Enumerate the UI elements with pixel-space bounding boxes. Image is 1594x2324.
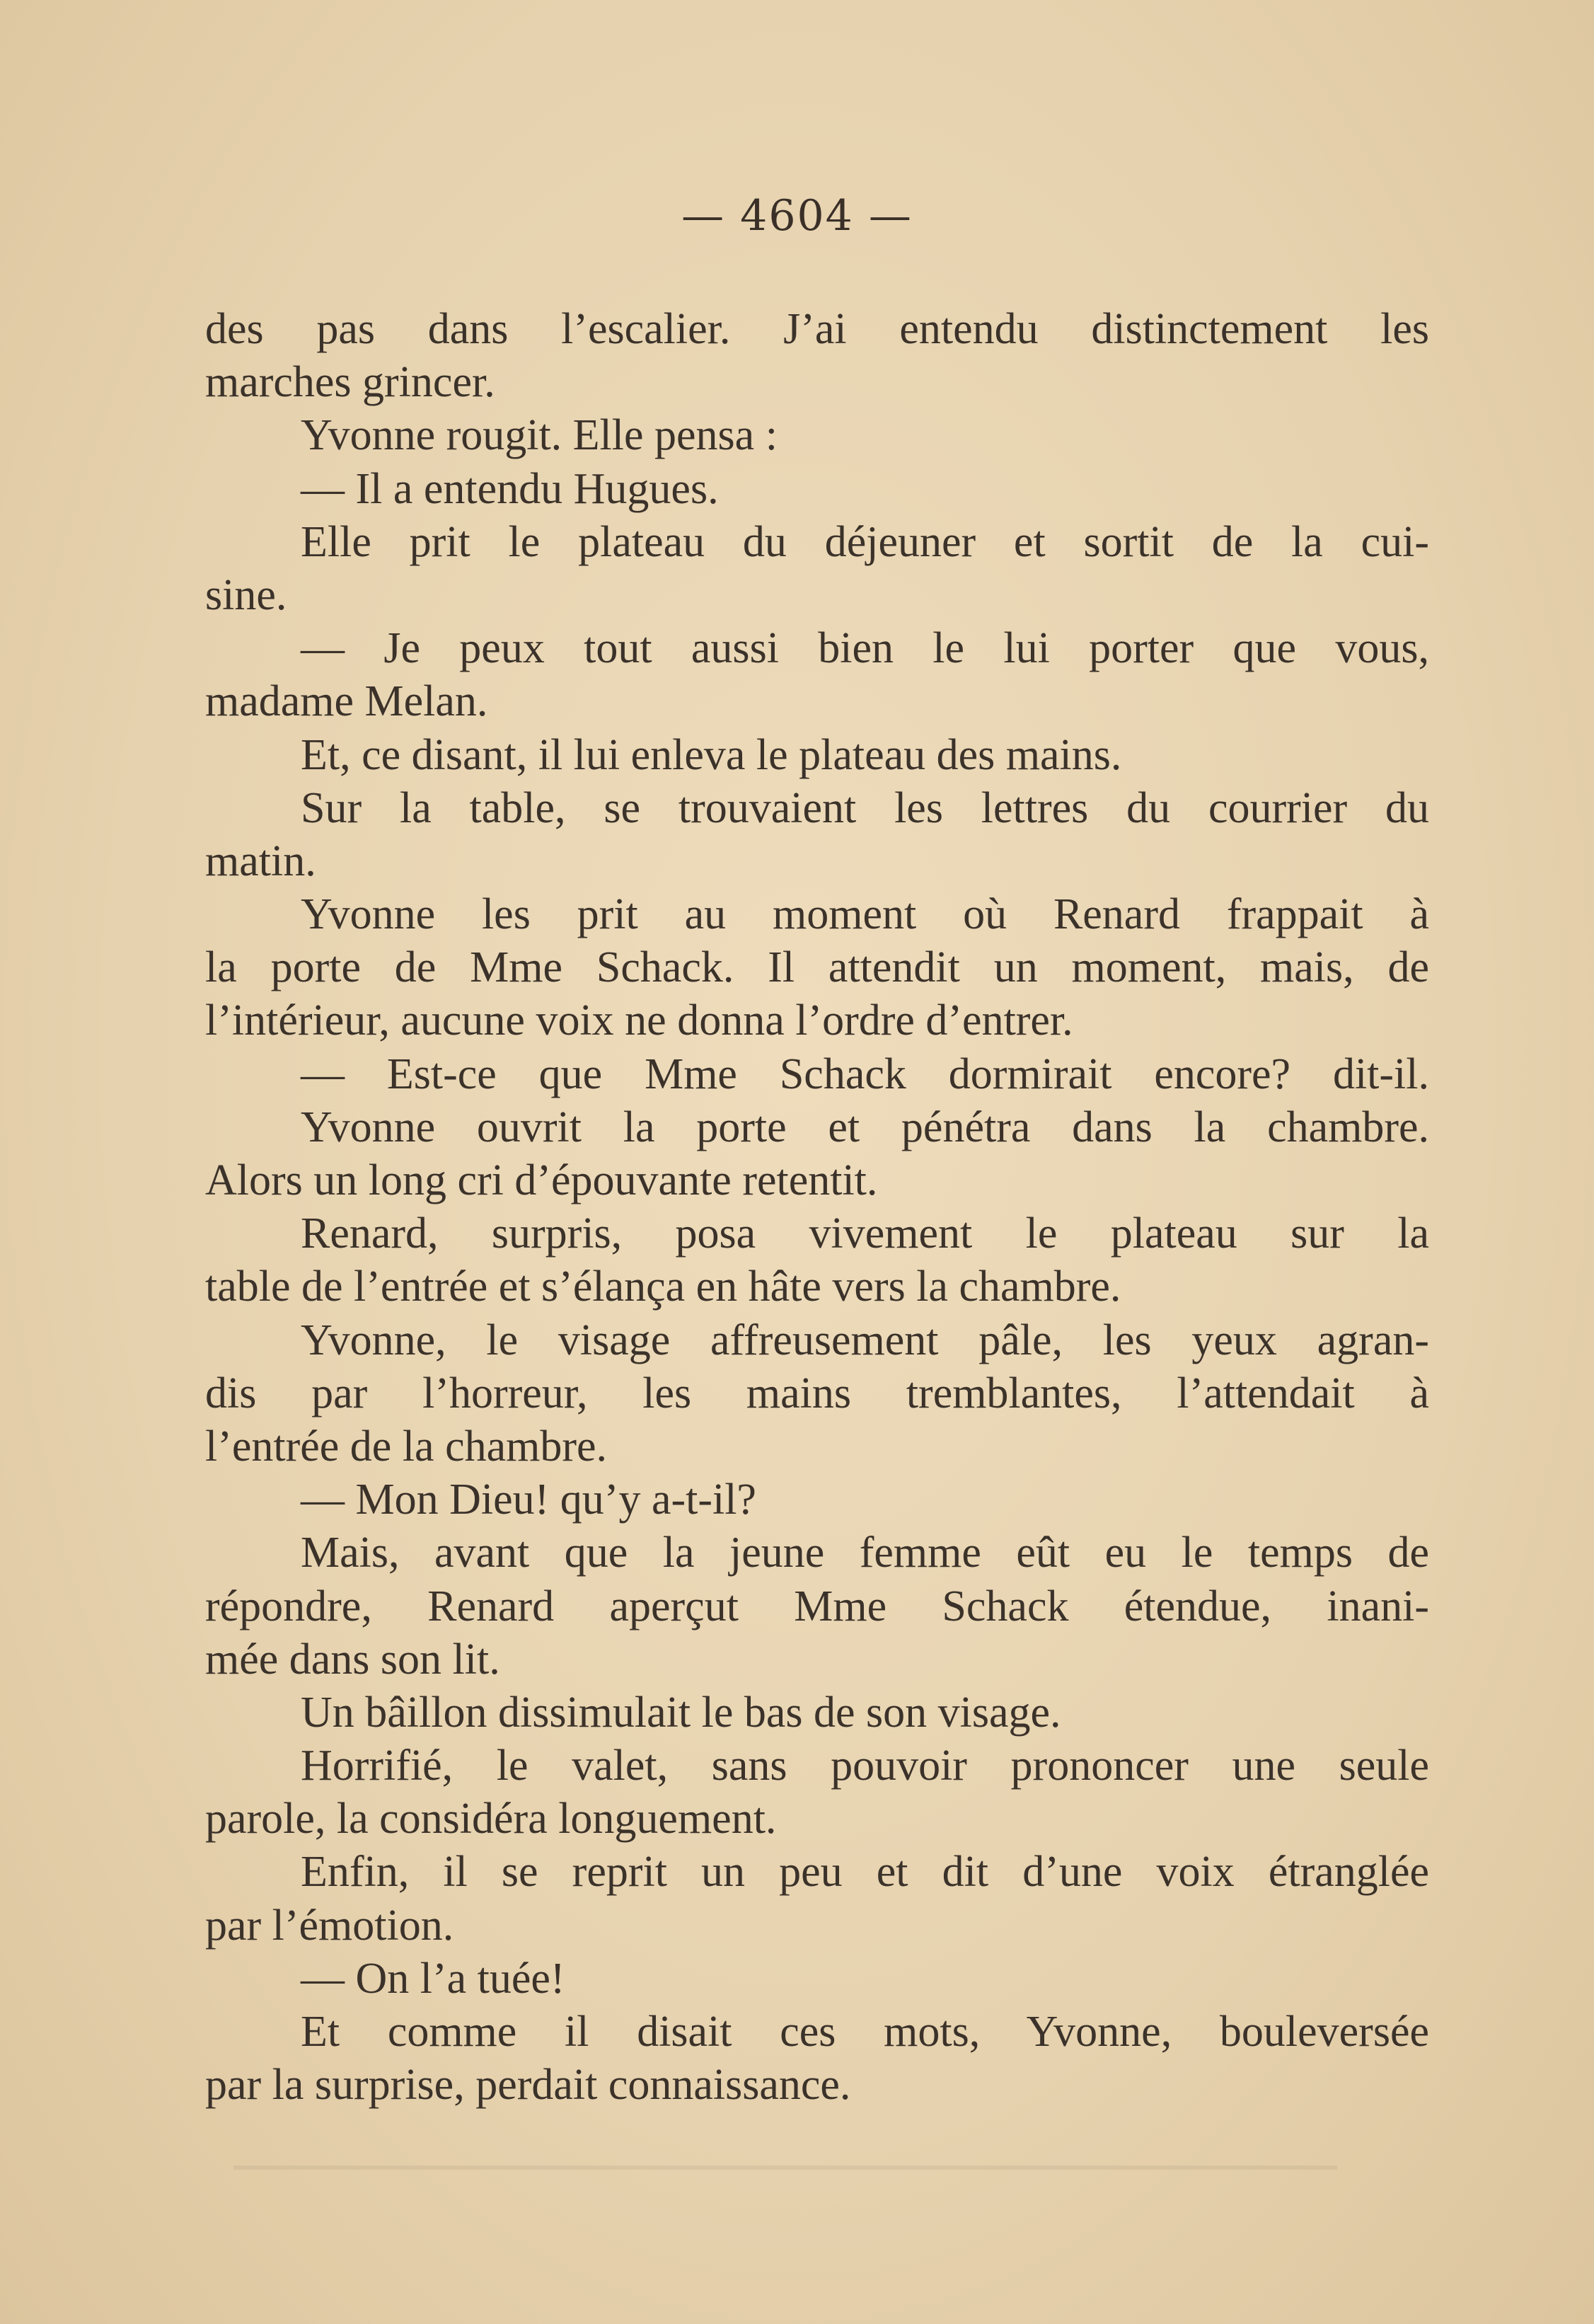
text-line: Alors un long cri d’épouvante retentit. bbox=[205, 1156, 878, 1204]
text-line: mée dans son lit. bbox=[205, 1635, 500, 1684]
text-line: Sur la table, se trouvaient les lettres du courrier du bbox=[301, 783, 1429, 832]
text-line: la porte de Mme Schack. Il attendit un moment, mais, de bbox=[205, 943, 1429, 992]
text-line: par l’émotion. bbox=[205, 1901, 454, 1950]
text-line: l’entrée de la chambre. bbox=[205, 1422, 607, 1471]
text-line: Enfin, il se reprit un peu et dit d’une voix étranglée bbox=[301, 1848, 1429, 1897]
text-line: Et, ce disant, il lui enleva le plateau des mains. bbox=[301, 730, 1122, 779]
body-text bbox=[205, 303, 1429, 2112]
text-line: l’intérieur, aucune voix ne donna l’ordre d’entrer. bbox=[205, 996, 1073, 1045]
text-line: des pas dans l’escalier. J’ai entendu distinctement les bbox=[205, 305, 1429, 353]
text-line: — Mon Dieu! qu’y a-t-il? bbox=[301, 1475, 756, 1524]
text-line: dis par l’horreur, les mains tremblantes, l’attendait à bbox=[205, 1369, 1429, 1417]
text-line: madame Melan. bbox=[205, 677, 488, 726]
text-line: — Je peux tout aussi bien le lui porter que vous, bbox=[301, 624, 1429, 673]
show-through-marks bbox=[233, 2144, 1337, 2194]
text-line: par la surprise, perdait connaissance. bbox=[205, 2061, 851, 2110]
text-line: Yvonne ouvrit la porte et pénétra dans la chambre. bbox=[301, 1103, 1429, 1151]
text-line: Yvonne, le visage affreusement pâle, les yeux agran- bbox=[301, 1316, 1429, 1364]
show-through-text bbox=[233, 2144, 1337, 2194]
page-number: — 4604 — bbox=[681, 191, 913, 241]
text-line: Mais, avant que la jeune femme eût eu le temps de bbox=[301, 1529, 1429, 1577]
text-line: Yvonne rougit. Elle pensa : bbox=[301, 411, 778, 460]
text-line: Yvonne les prit au moment où Renard frappait à bbox=[301, 890, 1429, 939]
text-line: — Il a entendu Hugues. bbox=[301, 464, 719, 513]
text-line: Elle prit le plateau du déjeuner et sortit de la cui- bbox=[301, 517, 1429, 566]
text-line: répondre, Renard aperçut Mme Schack étendue, inani- bbox=[205, 1582, 1429, 1630]
text-line: Renard, surpris, posa vivement le plateau sur la bbox=[301, 1209, 1429, 1258]
text-line: table de l’entrée et s’élança en hâte vers la chambre. bbox=[205, 1262, 1121, 1311]
text-line: parole, la considéra longuement. bbox=[205, 1795, 777, 1843]
text-line: sine. bbox=[205, 570, 287, 619]
text-line: — On l’a tuée! bbox=[301, 1954, 565, 2003]
text-line: matin. bbox=[205, 836, 316, 885]
text-line: Un bâillon dissimulait le bas de son visage. bbox=[301, 1688, 1061, 1737]
text-line: — Est-ce que Mme Schack dormirait encore? dit-il. bbox=[301, 1049, 1429, 1098]
text-line: Horrifié, le valet, sans pouvoir prononcer une seule bbox=[301, 1742, 1429, 1790]
text-line: marches grincer. bbox=[205, 358, 495, 407]
text-line: Et comme il disait ces mots, Yvonne, bouleversée bbox=[301, 2008, 1429, 2056]
